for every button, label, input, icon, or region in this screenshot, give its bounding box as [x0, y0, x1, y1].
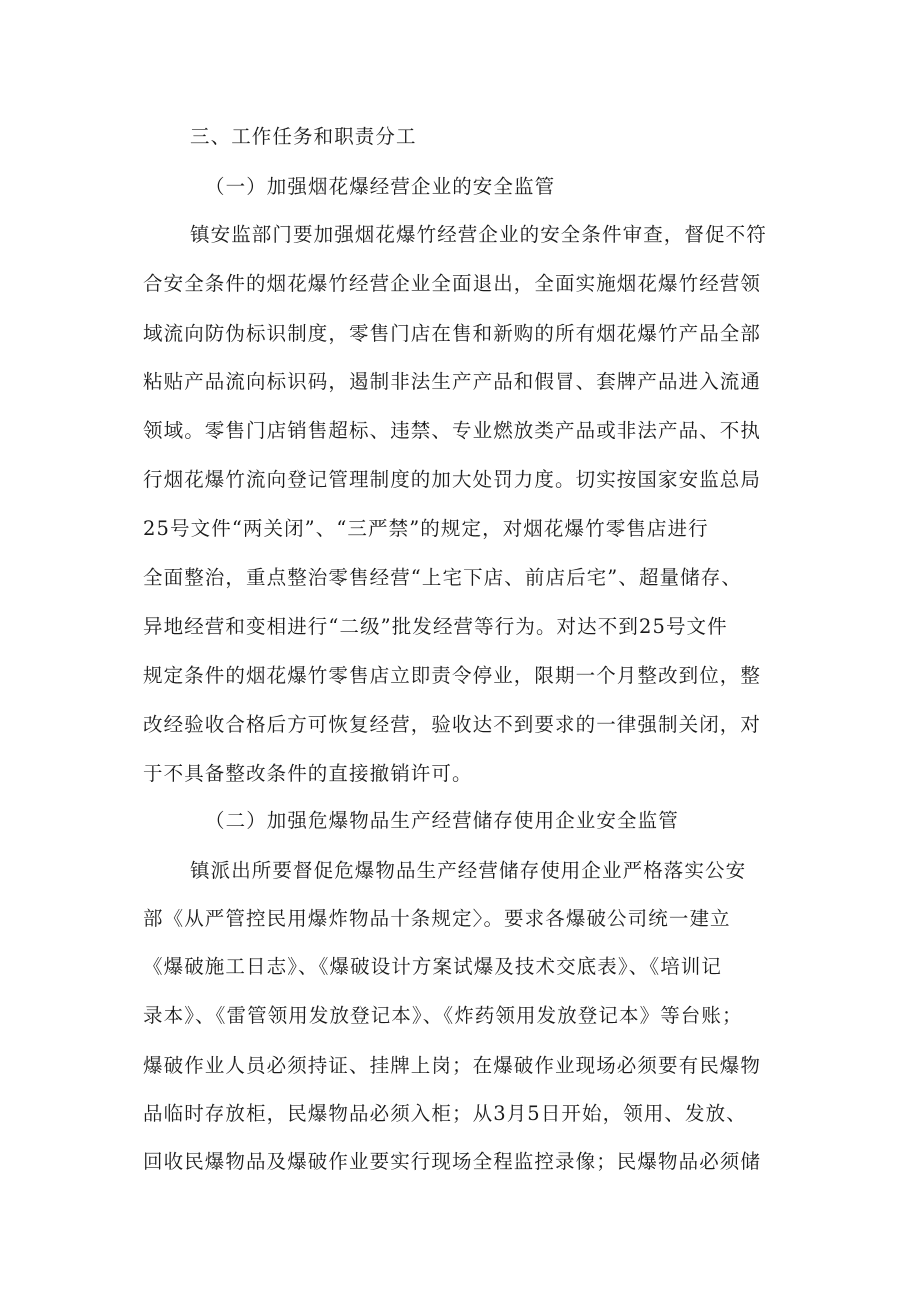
paragraph-line: 全面整治，重点整治零售经营“上宅下店、前店后宅”、超量储存、 — [143, 566, 742, 589]
paragraph-line: 《爆破施工日志》、《爆破设计方案试爆及技术交底表》、《培训记 — [143, 955, 723, 978]
paragraph-line: 镇安监部门要加强烟花爆竹经营企业的安全条件审查，督促不符 — [190, 223, 767, 246]
section-heading: 三、工作任务和职责分工 — [190, 125, 417, 148]
paragraph-line: 领域。零售门店销售超标、违禁、专业燃放类产品或非法产品、不执 — [143, 419, 762, 442]
paragraph-line: 改经验收合格后方可恢复经营，验收达不到要求的一律强制关闭，对 — [143, 713, 762, 736]
subsection-heading-2: （二）加强危爆物品生产经营储存使用企业安全监管 — [205, 809, 679, 832]
paragraph-line: 镇派出所要督促危爆物品生产经营储存使用企业严格落实公安 — [190, 859, 747, 882]
paragraph-line: 品临时存放柜，民爆物品必须入柜；从3月5日开始，领用、发放、 — [143, 1102, 747, 1125]
paragraph-line: 于不具备整改条件的直接撤销许可。 — [143, 762, 473, 785]
paragraph-line: 合安全条件的烟花爆竹经营企业全面退出，全面实施烟花爆竹经营领 — [143, 272, 762, 295]
paragraph-line: 回收民爆物品及爆破作业要实行现场全程监控录像；民爆物品必须储 — [143, 1150, 762, 1173]
paragraph-line: 域流向防伪标识制度，零售门店在售和新购的所有烟花爆竹产品全部 — [143, 322, 762, 345]
paragraph-line: 规定条件的烟花爆竹零售店立即责令停业，限期一个月整改到位，整 — [143, 664, 762, 687]
paragraph-line: 行烟花爆竹流向登记管理制度的加大处罚力度。切实按国家安监总局 — [143, 468, 762, 491]
paragraph-line: 25号文件“两关闭”、“三严禁”的规定，对烟花爆竹零售店进行 — [143, 517, 709, 540]
paragraph-line: 部《从严管控民用爆炸物品十条规定〉。要求各爆破公司统一建立 — [143, 907, 731, 930]
subsection-heading-1: （一）加强烟花爆经营企业的安全监管 — [205, 175, 556, 198]
paragraph-line: 异地经营和变相进行“二级”批发经营等行为。对达不到25号文件 — [143, 615, 728, 638]
paragraph-line: 爆破作业人员必须持证、挂牌上岗；在爆破作业现场必须要有民爆物 — [143, 1054, 762, 1077]
paragraph-line: 粘贴产品流向标识码，遏制非法生产产品和假冒、套牌产品进入流通 — [143, 370, 762, 393]
paragraph-line: 录本》、《雷管领用发放登记本》、《炸药领用发放登记本》等台账； — [143, 1004, 743, 1027]
